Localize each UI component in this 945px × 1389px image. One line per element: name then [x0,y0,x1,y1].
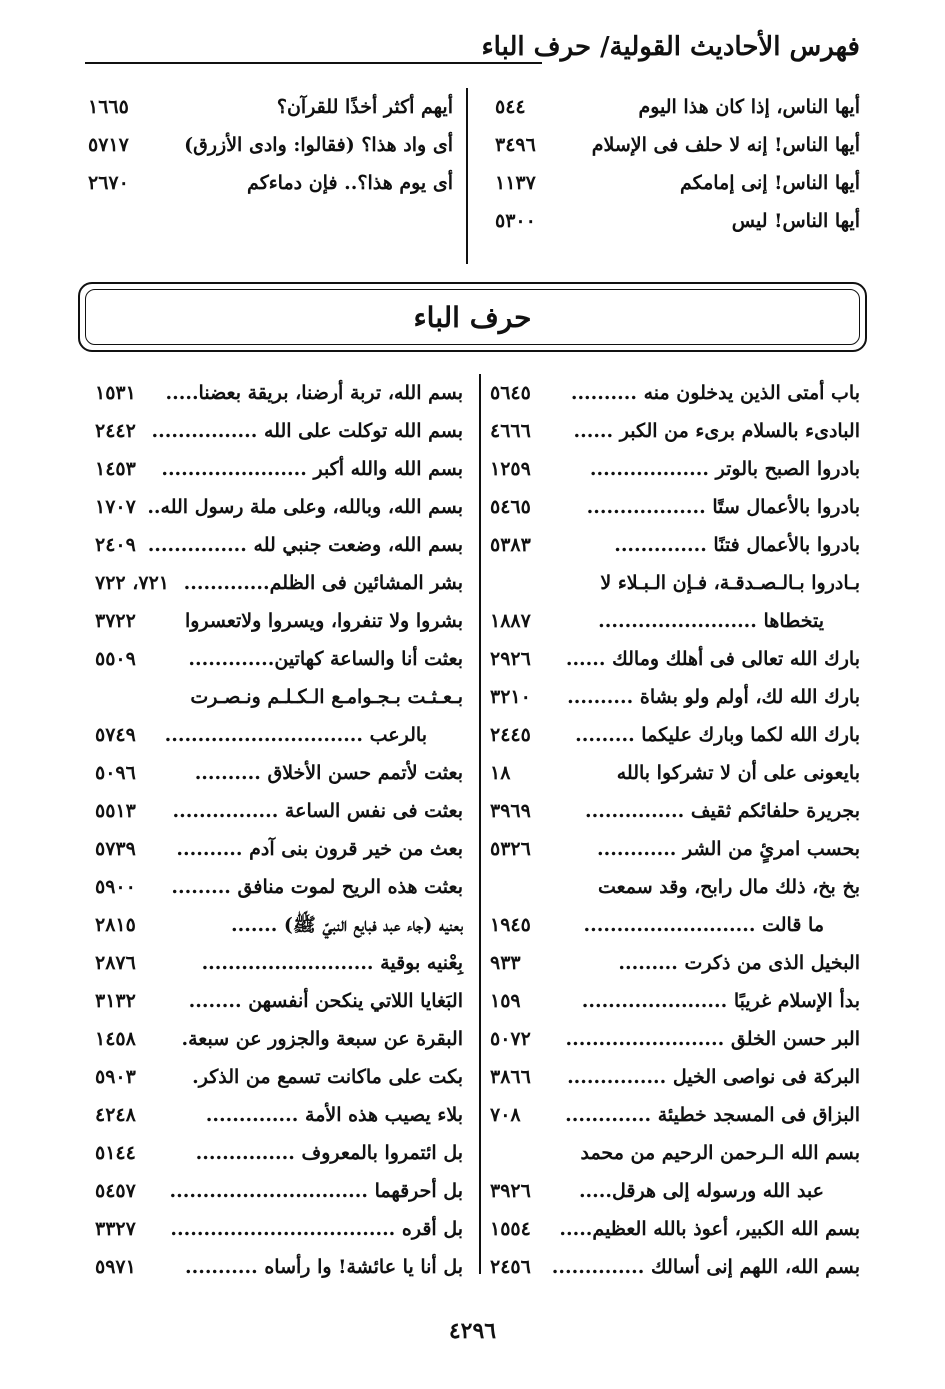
entry-text: بارك الله لكما وبارك عليكما ......... [575,724,860,746]
index-entry [490,488,860,526]
section-banner-inner [85,289,860,345]
index-entry [495,88,860,126]
entry-text: البركة فى نواصى الخيل ............... [567,1066,860,1088]
entry-text: أيها الناس، إذا كان هذا اليوم [638,96,860,118]
index-entry [95,374,463,412]
entry-text: بل ائتمروا بالمعروف ............... [195,1142,463,1164]
index-entry [95,450,463,488]
entry-hadith-number: ٣٨٦٦ [490,1066,531,1088]
entry-text: بلاء يصيب هذه الأمة .............. [205,1104,463,1126]
entry-text: بسم الله، تربة أرضنا، بريقة بعضنا..... [165,382,463,404]
index-entry [495,202,860,240]
index-entry [88,126,453,164]
entry-hadith-number: ٢٤٥٦ [490,1256,531,1278]
entry-text: بسم الله الـرحمن الرحيم من محمد [580,1142,860,1164]
index-entry [95,526,463,564]
index-entry [95,982,463,1020]
index-entry [95,944,463,982]
entry-hadith-number: ٣٩٦٩ [490,800,531,822]
index-entry [490,754,860,792]
entry-text: أيها الناس! ليس [731,210,860,232]
entry-hadith-number: ٢٦٧٠ [88,172,129,194]
entry-text: بشروا ولا تنفروا، ويسروا ولاتعسروا [184,610,463,632]
entry-hadith-number: ٢٨٧٦ [95,952,136,974]
entry-hadith-number: ١٨ [490,762,511,784]
entry-hadith-number: ٣١٣٢ [95,990,136,1012]
entry-text: أيها الناس! إنه لا حلف فى الإسلام [591,134,860,156]
entry-text: باب أمتى الذين يدخلون منه .......... [570,382,860,404]
entry-text: أى يوم هذا؟.. فإن دماءكم [247,172,453,194]
entry-hadith-number: ٥٥١٣ [95,800,136,822]
index-entry [95,640,463,678]
section-banner [78,282,867,352]
entry-hadith-number: ٥٤٤ [495,96,526,118]
entry-text: بعثت هذه الريح لموت منافق ......... [171,876,463,898]
index-entry [95,716,463,754]
entry-hadith-number: ٥٩٠٠ [95,876,136,898]
entry-hadith-number: ٤٢٤٨ [95,1104,136,1126]
main-left-column [95,374,463,1286]
index-entry [95,830,463,868]
entry-text: بعثت لأتمم حسن الأخلاق .......... [194,762,463,784]
index-entry [490,1134,860,1172]
page-header [85,28,860,76]
entry-hadith-number: ٣٩٢٦ [490,1180,531,1202]
entry-hadith-number: ٥٤٥٧ [95,1180,136,1202]
page-number: ٤٢٩٦ [448,1318,497,1344]
entry-text: يتخطاها ........................ [598,610,824,632]
entry-hadith-number: ٥١٤٤ [95,1142,136,1164]
entry-text: بادروا الصبح بالوتر .................. [589,458,860,480]
entry-hadith-number: ٥٠٩٦ [95,762,136,784]
index-entry [490,374,860,412]
index-entry [95,1172,463,1210]
entry-text: بالرعب .............................. [164,724,427,746]
entry-text: البر حسن الخلق ........................ [565,1028,860,1050]
index-entry [95,792,463,830]
index-entry [490,602,860,640]
top-right-column [495,88,860,240]
entry-text: بادروا بالأعمال فتنًا .............. [614,534,860,556]
entry-hadith-number: ٥٠٧٢ [490,1028,531,1050]
entry-hadith-number: ٩٣٣ [490,952,521,974]
entry-text: أيهم أكثر أخذًا للقرآن؟ [276,96,453,118]
entry-hadith-number: ١٥٩ [490,990,521,1012]
entry-text: بشر المشائين فى الظلم............. [183,572,463,594]
index-entry [490,450,860,488]
main-right-column [490,374,860,1286]
entry-text: البخيل الذى من ذكرت ......... [618,952,860,974]
entry-text: بايعونى على أن لا تشركوا بالله [616,762,860,784]
entry-text: أى واد هذا؟ (فقالوا: وادى الأزرق) [184,134,453,156]
entry-hadith-number: ٥٩٠٣ [95,1066,136,1088]
entry-text: بعثت أنا والساعة كهاتين............. [188,648,463,670]
top-left-column [88,88,453,202]
entry-hadith-number: ١٧٠٧ [95,496,136,518]
index-entry [95,602,463,640]
index-entry [490,1172,860,1210]
entry-hadith-number: ١١٣٧ [495,172,536,194]
entry-text: بسم الله والله أكبر ...................... [161,458,463,480]
entry-text: بحسب امرئٍ من الشر ............ [597,838,860,860]
entry-text: بدأ الإسلام غريبًا ...................... [581,990,860,1012]
entry-hadith-number: ٢٩٢٦ [490,648,531,670]
index-entry [490,944,860,982]
entry-text: بجريرة حلفائكم ثقيف ............... [585,800,860,822]
index-entry [490,1096,860,1134]
main-column-divider [479,374,481,1274]
index-entry [490,716,860,754]
entry-text: بـعـثـت بـجـوامـع الـكـلـم ونـصـرت [190,686,463,708]
entry-hadith-number: ٤٦٦٦ [490,420,531,442]
entry-text: بسم الله، وبالله، وعلى ملة رسول الله.. [147,496,463,518]
entry-hadith-number: ٥٧١٧ [88,134,129,156]
section-title: حرف الباء [413,300,532,334]
entry-text: بسم الله الكبير، أعوذ بالله العظيم..... [559,1218,860,1240]
entry-hadith-number: ٥٣٨٣ [490,534,531,556]
index-entry [490,526,860,564]
entry-hadith-number: ٥٧٤٩ [95,724,136,746]
entry-text: بارك الله تعالى فى أهلك ومالك ...... [565,648,860,670]
entry-hadith-number: ١٦٦٥ [88,96,129,118]
index-entry [95,754,463,792]
entry-text: بسم الله، اللهم إنى أسالك .............. [551,1256,860,1278]
index-entry [95,906,463,944]
index-entry [95,1248,463,1286]
entry-text: البقرة عن سبعة والجزور عن سبعة. [181,1028,463,1050]
entry-hadith-number: ٥٣٢٦ [490,838,531,860]
index-entry [95,678,463,716]
index-entry [490,1020,860,1058]
index-entry [88,88,453,126]
entry-text: البَغايا اللاتي ينكحن أنفسهن ........ [188,990,463,1012]
entry-hadith-number: ٣٧٢٢ [95,610,136,632]
entry-hadith-number: ٧٠٨ [490,1104,521,1126]
entry-text: بـادروا بـالـصـدقـة، فـإن الـبـلاء لا [600,572,860,594]
entry-text: بعثت فى نفس الساعة ................ [172,800,463,822]
entry-text: بعث من خير قرون بنى آدم .......... [176,838,463,860]
entry-hadith-number: ١٤٥٣ [95,458,136,480]
index-entry [490,982,860,1020]
entry-text: ما قالت .......................... [583,914,824,936]
entry-hadith-number: ٧٢١، ٧٢٢ [95,572,169,594]
entry-hadith-number: ٥٥٠٩ [95,648,136,670]
entry-hadith-number: ٣٣٢٧ [95,1218,136,1240]
entry-hadith-number: ٥٩٧١ [95,1256,136,1278]
entry-text: بسم الله توكلت على الله ................ [151,420,463,442]
entry-text: بخ بخ، ذلك مال رابح، وقد سمعت [597,876,860,898]
index-entry [490,830,860,868]
entry-text: البزاق فى المسجد خطيئة ............. [565,1104,860,1126]
index-entry [490,1058,860,1096]
index-entry [490,678,860,716]
index-entry [95,564,463,602]
index-entry [95,412,463,450]
index-entry [490,412,860,450]
index-entry [490,906,860,944]
index-entry [88,164,453,202]
entry-text: بسم الله، وضعت جنبي لله ............... [147,534,463,556]
entry-hadith-number: ١٤٥٨ [95,1028,136,1050]
index-entry [95,1020,463,1058]
entry-hadith-number: ٣٤٩٦ [495,134,536,156]
index-entry [495,164,860,202]
entry-hadith-number: ٢٨١٥ [95,914,136,936]
entry-text: بارك الله لك، أولم ولو بشاة .......... [567,686,860,708]
entry-text: عبد الله ورسوله إلى هرقل..... [578,1180,824,1202]
entry-text: بِعْنيه بوقية .......................... [201,952,463,974]
running-head-title: فهرس الأحاديث القولية/ حرف الباء [481,32,860,62]
entry-hadith-number: ٢٤٤٥ [490,724,531,746]
index-entry [490,868,860,906]
entry-text: بعنيه (جاء عبد فبايع النبيّ ﷺ) ....... [231,914,463,936]
entry-hadith-number: ٥٤٦٥ [490,496,531,518]
entry-hadith-number: ١٢٥٩ [490,458,531,480]
entry-hadith-number: ١٥٣١ [95,382,136,404]
entry-hadith-number: ٢٤٤٢ [95,420,136,442]
header-rule [85,62,542,64]
index-entry [490,1210,860,1248]
entry-hadith-number: ٥٦٤٥ [490,382,531,404]
entry-text: بل أحرقهما .............................. [169,1180,463,1202]
entry-text: بادروا بالأعمال ستًا .................. [586,496,860,518]
entry-text: بل أقره .................................. [170,1218,463,1240]
entry-hadith-number: ٣٢١٠ [490,686,531,708]
entry-hadith-number: ١٥٥٤ [490,1218,531,1240]
index-entry [95,868,463,906]
index-entry [95,1134,463,1172]
entry-text: أيها الناس! إنى إمامكم [679,172,860,194]
entry-hadith-number: ٢٤٠٩ [95,534,136,556]
entry-text: بكت على ماكانت تسمع من الذكر. [192,1066,463,1088]
index-entry [490,1248,860,1286]
index-entry [490,792,860,830]
index-entry [95,1096,463,1134]
top-column-divider [466,88,468,264]
entry-text: البادىء بالسلام برىء من الكبر ...... [573,420,860,442]
index-entry [490,564,860,602]
entry-hadith-number: ١٩٤٥ [490,914,531,936]
index-entry [490,640,860,678]
entry-text: بل أنا يا عائشة! وا رأساه ........... [184,1256,463,1278]
entry-hadith-number: ٥٣٠٠ [495,210,536,232]
entry-hadith-number: ٥٧٣٩ [95,838,136,860]
index-entry [95,1058,463,1096]
index-entry [495,126,860,164]
entry-hadith-number: ١٨٨٧ [490,610,531,632]
index-entry [95,1210,463,1248]
index-entry [95,488,463,526]
